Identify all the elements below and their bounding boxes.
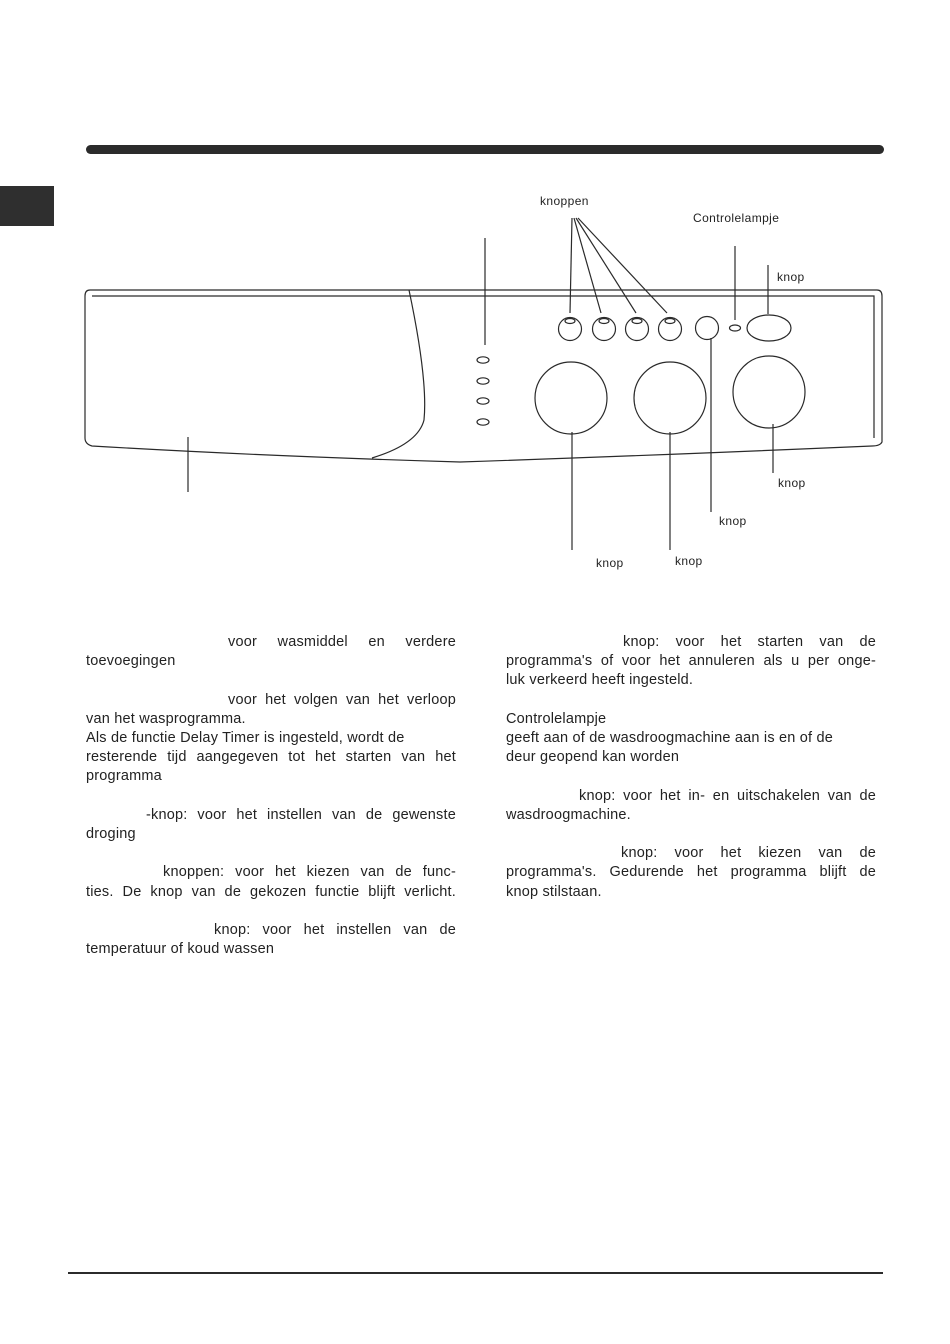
label-knop-temp: knop (596, 556, 624, 570)
text-line: knoppen: voor het kiezen van de func- (163, 864, 456, 881)
led-3 (477, 398, 489, 404)
led-2 (477, 378, 489, 384)
text-line: programma (86, 768, 162, 785)
function-led-2 (599, 319, 609, 324)
leader-knoppen-1 (570, 218, 572, 313)
text-line: knop: voor het instellen van de (214, 921, 456, 938)
text-line: knop: voor het in- en uitschakelen van de (579, 787, 876, 804)
text-line: resterende tijd aangegeven tot het starten van het (86, 749, 456, 766)
description-left-column (86, 633, 456, 959)
function-button-1 (559, 318, 582, 341)
control-panel-diagram (0, 0, 950, 600)
function-led-1 (565, 319, 575, 324)
label-controlelampje: Controlelampje (693, 211, 780, 225)
text-line: voor het volgen van het verloop (228, 691, 456, 708)
leader-knoppen-2 (574, 218, 601, 313)
function-led-4 (665, 319, 675, 324)
temperature-knob (535, 362, 607, 434)
led-1 (477, 357, 489, 363)
onoff-button (696, 317, 719, 340)
text-line: programma's. Gedurende het programma blijft de (506, 864, 876, 881)
function-button-2 (593, 318, 616, 341)
text-line: luk verkeerd heeft ingesteld. (506, 672, 694, 689)
start-button (747, 315, 791, 341)
text-line: geeft aan of de wasdroogmachine aan is en of de (506, 730, 834, 746)
function-button-4 (659, 318, 682, 341)
label-knoppen: knoppen (540, 194, 589, 208)
text-line: -knop: voor het instellen van de gewenste (146, 806, 456, 823)
text-line: ties. De knop van de gekozen functie blijft verlicht. (86, 883, 456, 900)
label-knop-start: knop (777, 270, 805, 284)
function-led-3 (632, 319, 642, 324)
text-line: Controlelampje (506, 710, 607, 727)
text-line: programma's of voor het annuleren als u per onge- (506, 653, 876, 670)
drying-knob (634, 362, 706, 434)
leader-knoppen-4 (578, 218, 667, 313)
text-line: van het wasprogramma. (86, 710, 246, 727)
led-4 (477, 419, 489, 425)
label-knop-dry: knop (675, 554, 703, 568)
door-lamp (730, 325, 741, 331)
footer-rule (68, 1272, 883, 1274)
drawer-separator (372, 290, 425, 458)
text-line: Als de functie Delay Timer is ingesteld, wordt de (86, 730, 405, 746)
text-line: knop: voor het kiezen van de (621, 845, 876, 862)
text-line: temperatuur of koud wassen (86, 941, 275, 958)
text-line: wasdroogmachine. (506, 806, 631, 823)
label-knop-program: knop (778, 476, 806, 490)
label-knop-onoff: knop (719, 514, 747, 528)
function-button-3 (626, 318, 649, 341)
leader-knoppen-3 (576, 218, 636, 313)
text-line: voor wasmiddel en verdere (228, 634, 456, 650)
text-line: knop stilstaan. (506, 883, 602, 900)
text-line: knop: voor het starten van de (623, 634, 876, 650)
text-line: deur geopend kan worden (506, 749, 680, 766)
text-line: droging (86, 826, 136, 842)
description-right-column (506, 633, 876, 902)
program-knob (733, 356, 805, 428)
text-line: toevoegingen (86, 653, 176, 670)
